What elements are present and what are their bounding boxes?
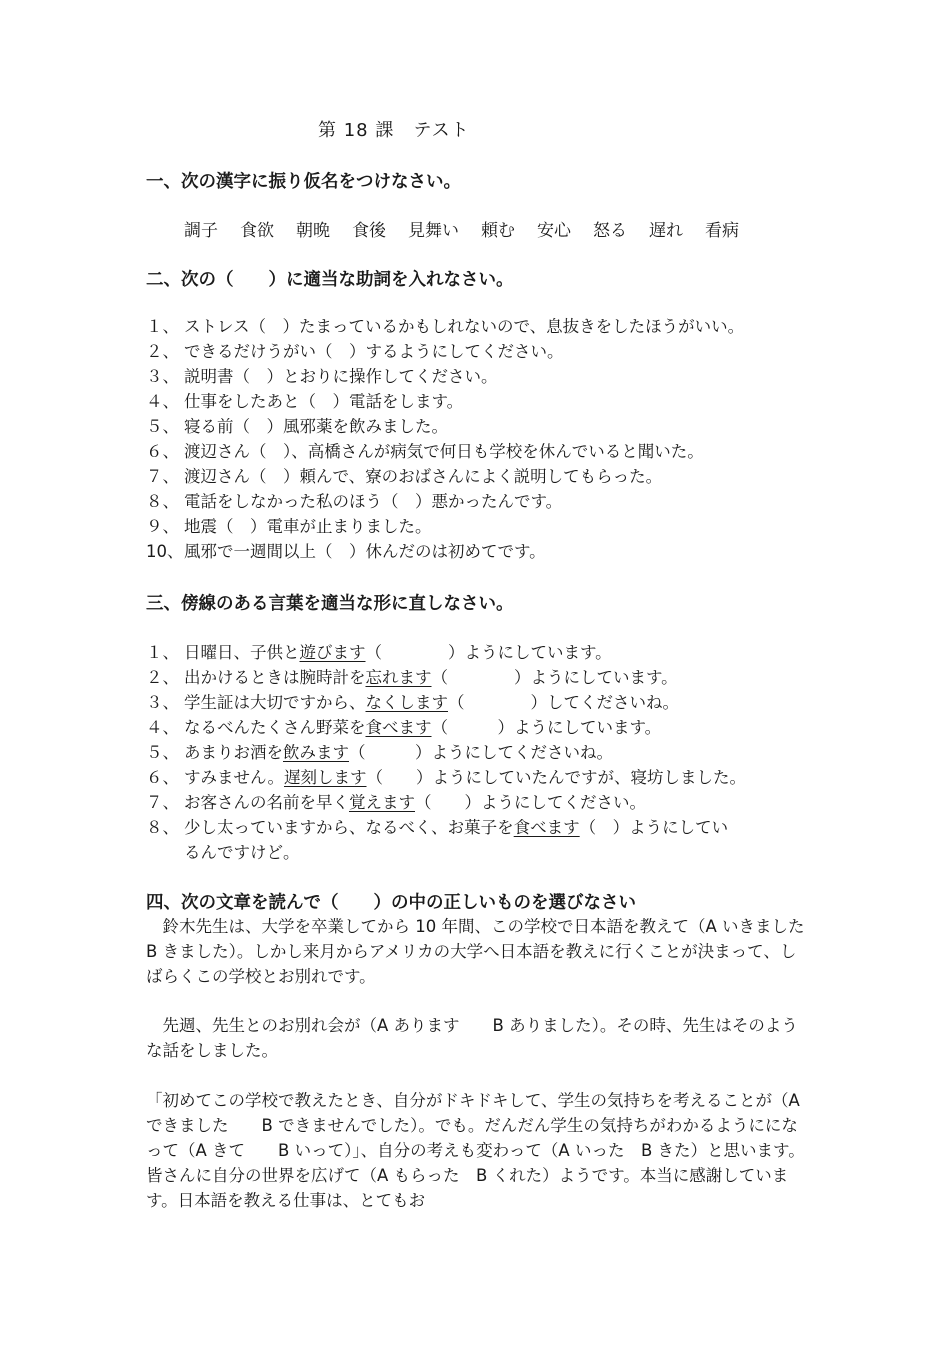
- question-item: １、 日曜日、子供と遊びます（ ）ようにしています。: [146, 643, 612, 662]
- underlined-word: 覚えます: [349, 793, 415, 812]
- kanji-word: 安心: [537, 221, 571, 241]
- kanji-word: 怒る: [593, 221, 627, 241]
- kanji-word: 食欲: [240, 221, 274, 241]
- kanji-word: 看病: [705, 221, 739, 241]
- question-item: ２、 出かけるときは腕時計を忘れます（ ）ようにしています。: [146, 668, 678, 687]
- underlined-word: 遊びます: [299, 643, 366, 662]
- kanji-word: 朝晩: [296, 221, 330, 241]
- reading-paragraph: 「初めてこの学校で教えたとき、自分がドキドキして、学生の気持ちを考えることが（A できました B できませんでした）。でも。だんだん学生の気持ちがわかるようにになって（A きて B いって）」、自分の考えも変わって（A いった B きた）と思います。皆さんに自分の世界を広げて（A もらった B くれた）ようです。本当に感謝しています。日本語を教える仕事は、とてもお: [146, 1091, 805, 1210]
- section3-question-list: [146, 640, 826, 865]
- question-item: ８、 少し太っていますから、なるべく、お菓子を食べます（ ）ようにしてい: [146, 818, 729, 837]
- section2-heading: 二、次の（ ）に適当な助詞を入れなさい。: [146, 270, 514, 290]
- question-item: ７、 渡辺さん（ ）頼んで、寮のおばさんによく説明してもらった。: [146, 467, 663, 486]
- question-item: 10、風邪で一週間以上（ ）休んだのは初めてです。: [146, 542, 546, 561]
- kanji-word-list: [184, 216, 761, 241]
- question-item: ４、 なるべんたくさん野菜を食べます（ ）ようにしています。: [146, 718, 662, 737]
- underlined-word: なくします: [365, 693, 448, 712]
- question-item: ８、 電話をしなかった私のほう（ ）悪かったんです。: [146, 492, 563, 511]
- reading-paragraph: 先週、先生とのお別れ会が（A あります B ありました）。その時、先生はそのような話をしました。: [146, 1016, 798, 1060]
- question-item-continuation: るんですけど。: [184, 843, 300, 862]
- question-item: ３、 説明書（ ）とおりに操作してください。: [146, 367, 498, 386]
- underlined-word: 忘れます: [365, 668, 432, 687]
- underlined-word: 飲みます: [283, 743, 349, 762]
- question-item: １、 ストレス（ ）たまっているかもしれないので、息抜きをしたほうがいい。: [146, 317, 745, 336]
- question-item: ６、 すみません。遅刻します（ ）ようにしていたんですが、寝坊しました。: [146, 768, 746, 787]
- page-title: 第 18 課 テスト: [318, 120, 470, 141]
- underlined-word: 食べます: [365, 718, 432, 737]
- kanji-word: 見舞い: [408, 221, 459, 241]
- underlined-word: 食べます: [513, 818, 580, 837]
- question-item: ２、 できるだけうがい（ ）するようにしてください。: [146, 342, 564, 361]
- kanji-word: 調子: [184, 221, 218, 241]
- question-item: ４、 仕事をしたあと（ ）電話をします。: [146, 392, 464, 411]
- question-item: ５、 あまりお酒を飲みます（ ）ようにしてくださいね。: [146, 743, 613, 762]
- reading-paragraph: 鈴木先生は、大学を卒業してから 10 年間、この学校で日本語を教えて（A いきました B きました）。しかし来月からアメリカの大学へ日本語を教えに行くことが決まって、しばらくこの学校とお別れです。: [146, 917, 838, 986]
- section3-heading: 三、傍線のある言葉を適当な形に直しなさい。: [146, 594, 514, 614]
- question-item: ９、 地震（ ）電車が止まりました。: [146, 517, 432, 536]
- question-item: ３、 学生証は大切ですから、なくします（ ）してくださいね。: [146, 693, 679, 712]
- question-item: ５、 寝る前（ ）風邪薬を飲みました。: [146, 417, 448, 436]
- section2-question-list: [146, 314, 826, 564]
- kanji-word: 頼む: [481, 221, 515, 241]
- section1-heading: 一、次の漢字に振り仮名をつけなさい。: [146, 172, 461, 192]
- kanji-word: 遅れ: [649, 221, 683, 241]
- kanji-word: 食後: [352, 221, 386, 241]
- underlined-word: 遅刻します: [284, 768, 367, 787]
- section4-heading: 四、次の文章を読んで（ ）の中の正しいものを選びなさい: [146, 893, 636, 913]
- question-item: ７、 お客さんの名前を早く覚えます（ ）ようにしてください。: [146, 793, 646, 812]
- question-item: ６、 渡辺さん（ ）、高橋さんが病気で何日も学校を休んでいると聞いた。: [146, 442, 704, 461]
